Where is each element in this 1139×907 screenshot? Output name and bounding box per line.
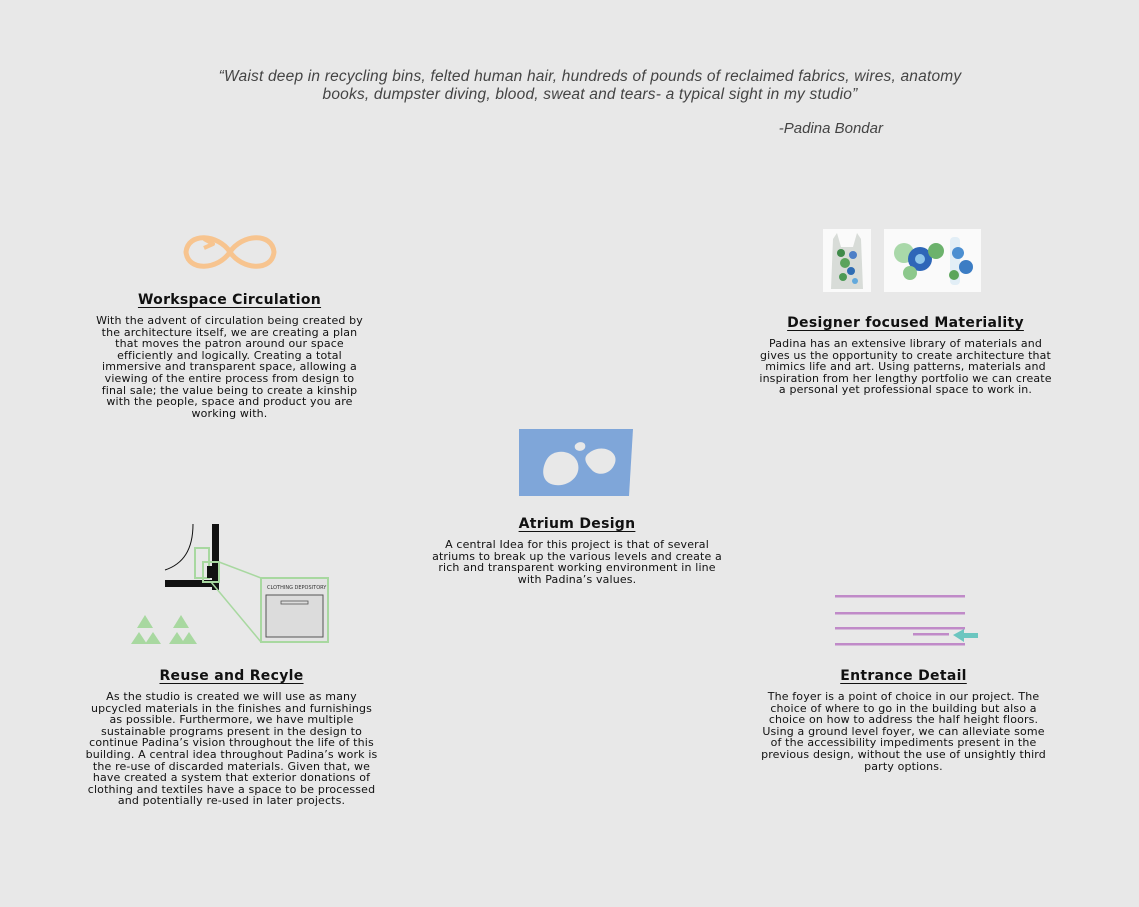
section-body: The foyer is a point of choice in our project. The choice of where to go in the building but also a choice on how to address the half height floors. Using a ground level foyer, we can alleviate some of the accessibility impediments present in the previous design, without the use of unsightly third party options. <box>761 690 1046 773</box>
section-entrance-detail <box>756 668 1051 772</box>
section-title: Atrium Design <box>518 516 636 532</box>
section-body: A central Idea for this project is that of several atriums to break up the various levels and create a rich and transparent working environment in line with Padina’s values. <box>432 538 722 586</box>
atrium-plan-icon <box>519 429 633 496</box>
quote-author: -Padina Bondar <box>778 120 883 137</box>
infinity-arrow-icon <box>180 228 280 276</box>
section-title: Designer focused Materiality <box>787 315 1024 331</box>
section-title: Reuse and Recyle <box>159 668 304 684</box>
section-body: With the advent of circulation being created by the architecture itself, we are creating a plan that moves the patron around our space efficiently and logically. Creating a total immersive and transparent space, allowing a viewing of the entire process from design to final sale; the value being to create a kinship with the people, space and product you are working with. <box>96 314 363 420</box>
section-title: Entrance Detail <box>840 668 967 684</box>
section-designer-materiality <box>758 315 1053 396</box>
section-reuse-recycle <box>84 668 379 807</box>
entrance-lines-arrow-icon <box>835 593 980 648</box>
diagram-label: CLOTHING DEPOSITORY <box>267 585 327 591</box>
clothing-depository-diagram <box>125 520 335 650</box>
quote-text: “Waist deep in recycling bins, felted human hair, hundreds of pounds of reclaimed fabrics, wires, anatomy books, dumpster diving, blood, sweat and tears- a typical sight in my studio” <box>218 68 962 103</box>
flower-sculpture-photo-image <box>884 229 981 292</box>
section-body: Padina has an extensive library of materials and gives us the opportunity to create architecture that mimics life and art. Using patterns, materials and inspiration from her lengthy portfolio we can create a personal yet professional space to work in. <box>759 337 1052 397</box>
section-workspace-circulation <box>92 292 367 419</box>
section-title: Workspace Circulation <box>137 292 322 308</box>
section-body: As the studio is created we will use as many upcycled materials in the finishes and furnishings as possible. Furthermore, we have multiple sustainable programs present in the design to continue Padina’s vision throughout the life of this building. A central idea throughout Padina’s work is the re-use of discarded materials. Given that, we have created a system that exterior donations of clothing and textiles have a space to be processed and potentially re-used in later projects. <box>85 690 378 808</box>
garment-photo-image <box>823 229 871 292</box>
section-atrium-design <box>432 516 722 585</box>
